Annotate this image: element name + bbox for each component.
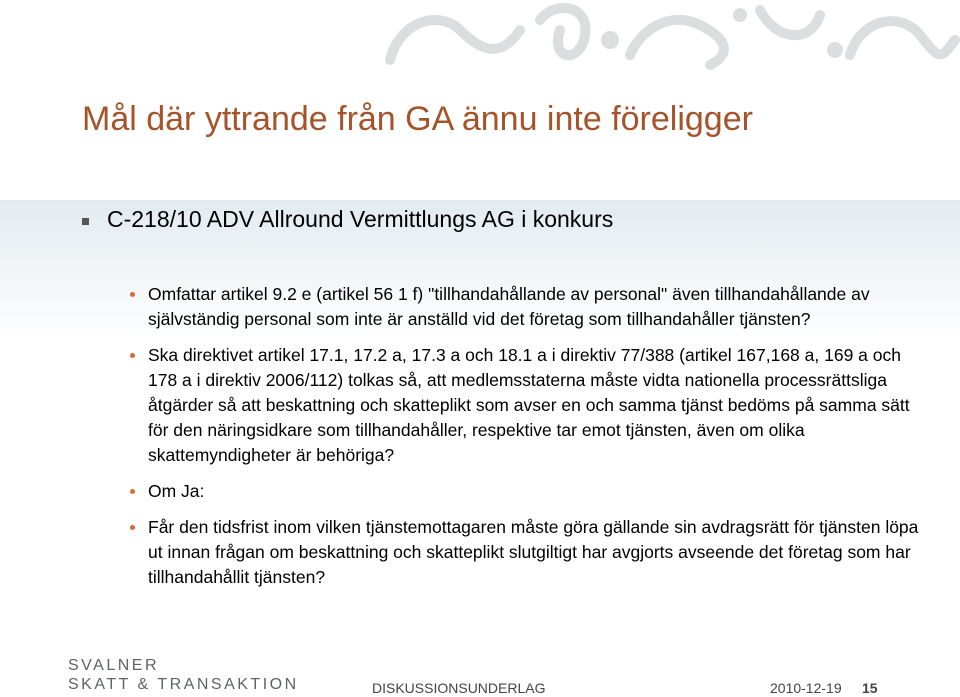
dot-bullet-icon: [130, 353, 135, 358]
dot-bullet-icon: [130, 525, 135, 530]
square-bullet-icon: [82, 218, 89, 225]
brand-subtitle: SKATT & TRANSAKTION: [68, 676, 299, 693]
decorative-swirl-ornament-icon: [380, 0, 960, 70]
sub-bullet-item: [130, 479, 920, 504]
sub-bullet-list: [130, 282, 920, 592]
sub-bullet-text: Omfattar artikel 9.2 e (artikel 56 1 f) "tillhandahållande av personal" även tillhandahållande av självständig personal som inte är anställd vid det företag som tillhandahåller tjänsten?: [148, 284, 870, 329]
dot-bullet-icon: [130, 489, 135, 494]
footer-label: DISKUSSIONSUNDERLAG: [372, 680, 546, 696]
brand-logo: [68, 656, 299, 694]
sub-bullet-text: Ska direktivet artikel 17.1, 17.2 a, 17.3 a och 18.1 a i direktiv 77/388 (artikel 167,168 a, 169 a och 178 a i direktiv 2006/112) tolkas så, att medlemsstaterna måste vidta nationella processrättsliga åtgärder så att beskattning och skatteplikt som avser en och samma tjänst bedöms på samma sätt för den näringsidkare som tillhandahåller, respektive tar emot tjänsten, även om olika skattemyndigheter är behöriga?: [148, 345, 910, 465]
sub-bullet-text: Om Ja:: [148, 481, 205, 501]
page-number: 15: [862, 680, 878, 696]
main-bullet-item: [82, 206, 613, 233]
dot-bullet-icon: [130, 292, 135, 297]
sub-bullet-item: [130, 515, 920, 590]
brand-name: SVALNER: [68, 657, 160, 674]
sub-bullet-item: [130, 282, 920, 332]
sub-bullet-text: Får den tidsfrist inom vilken tjänstemottagaren måste göra gällande sin avdragsrätt för tjänsten löpa ut innan frågan om beskattning och skatteplikt slutgiltigt har avgjorts avseende det företag som har tillhandahållit tjänsten?: [148, 517, 919, 587]
slide-title: Mål där yttrande från GA ännu inte föreligger: [82, 100, 753, 138]
footer-date: 2010-12-19: [770, 680, 842, 696]
main-bullet-text: C-218/10 ADV Allround Vermittlungs AG i konkurs: [107, 206, 614, 232]
sub-bullet-item: [130, 343, 920, 468]
